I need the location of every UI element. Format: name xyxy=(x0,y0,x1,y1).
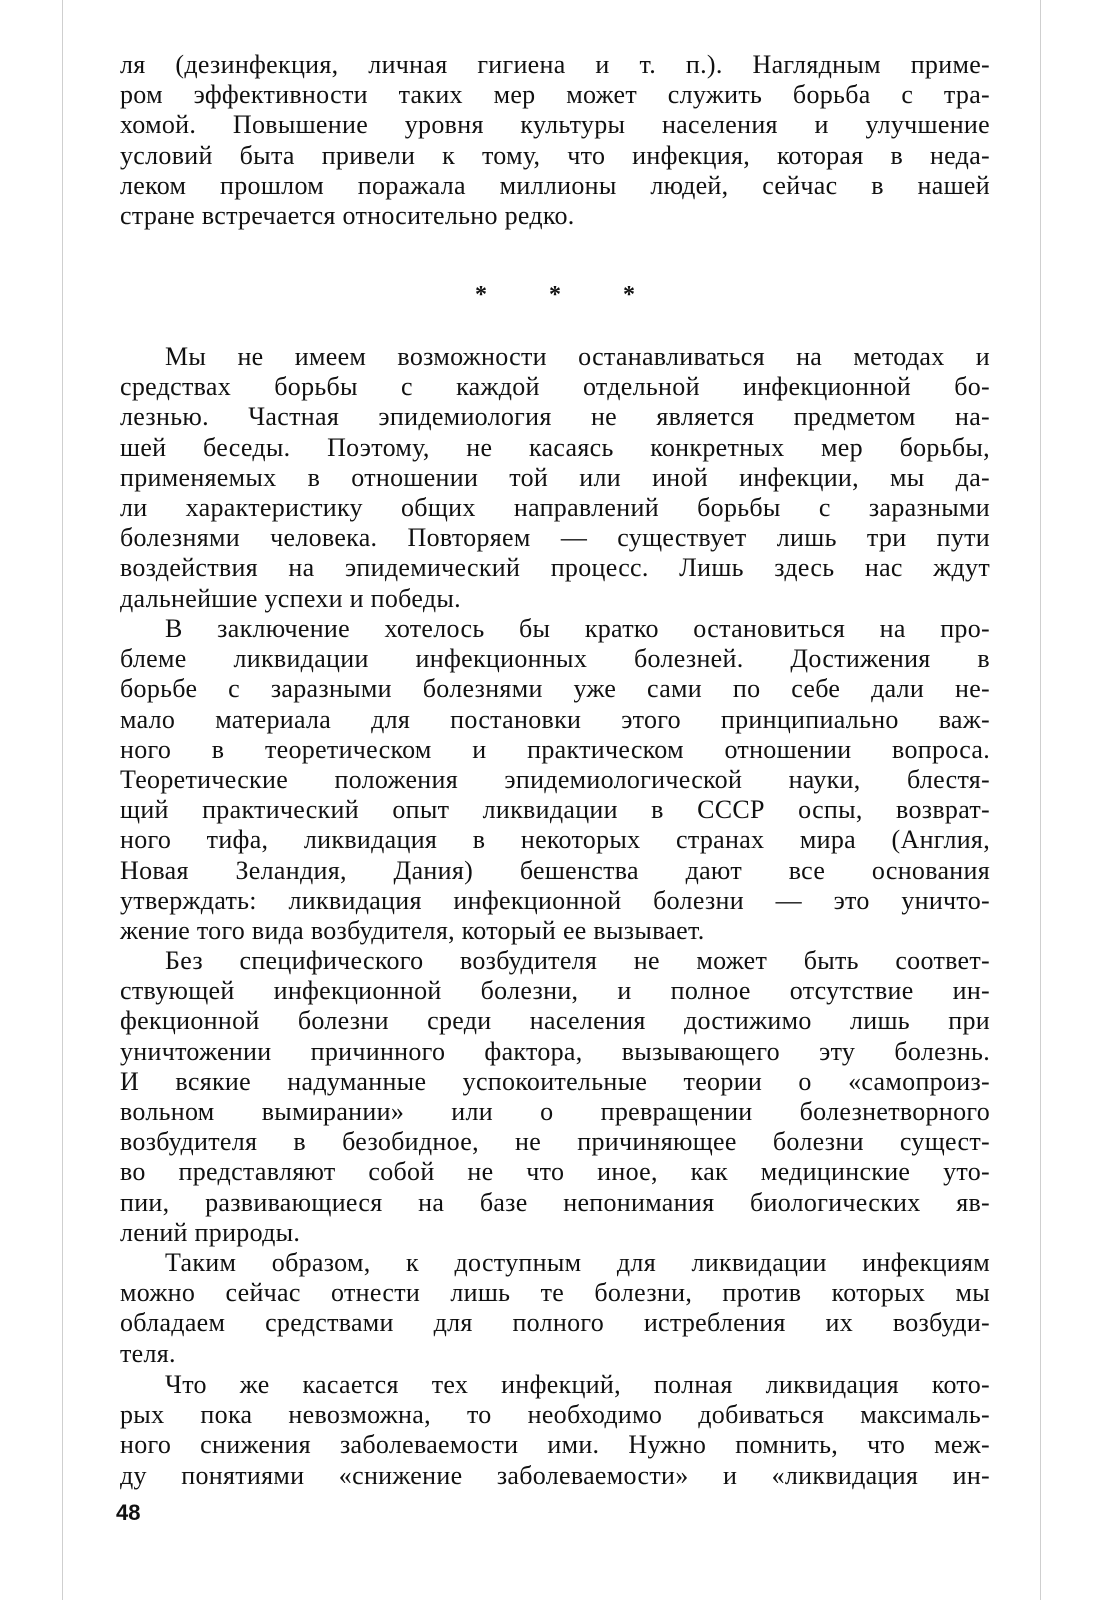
text-line: В заключение хотелось бы кратко остановиться на про- xyxy=(165,614,990,643)
text-line: Таким образом, к доступным для ликвидации инфекциям xyxy=(165,1248,990,1277)
text-line: ствующей инфекционной болезни, и полное отсутствие ин- xyxy=(120,976,990,1006)
text-line: леком прошлом поражала миллионы людей, сейчас в нашей xyxy=(120,170,990,200)
text-line: Теоретические положения эпидемиологической науки, блестя- xyxy=(120,764,990,794)
text-line: средствах борьбы с каждой отдельной инфекционной бо- xyxy=(120,372,990,402)
text-line: дальнейшие успехи и победы. xyxy=(120,583,461,613)
text-line: ля (дезинфекция, личная гигиена и т. п.). Наглядным приме- xyxy=(120,50,990,79)
text-line: ного снижения заболеваемости ими. Нужно помнить, что меж- xyxy=(120,1430,990,1460)
page-edge-left xyxy=(62,0,63,1600)
paragraph xyxy=(120,1370,990,1491)
text-line: во представляют собой не что иное, как медицинские уто- xyxy=(120,1157,990,1187)
text-line: лезнью. Частная эпидемиология не является предметом на- xyxy=(120,402,990,432)
text-line: стране встречается относительно редко. xyxy=(120,200,575,230)
text-line: возбудителя в безобидное, не причиняющее болезни сущест- xyxy=(120,1127,990,1157)
text-line: уничтожении причинного фактора, вызывающего эту болезнь. xyxy=(120,1036,990,1066)
text-line: утверждать: ликвидация инфекционной болезни — это уничто- xyxy=(120,885,990,915)
paragraph xyxy=(120,946,990,1248)
page-number: 48 xyxy=(116,1500,141,1525)
text-line: ного в теоретическом и практическом отношении вопроса. xyxy=(120,734,990,764)
text-line: пии, развивающиеся на базе непонимания биологических яв- xyxy=(120,1187,990,1217)
text-line: ду понятиями «снижение заболеваемости» и «ликвидация ин- xyxy=(120,1460,990,1490)
paragraph xyxy=(120,614,990,946)
text-line: условий быта привели к тому, что инфекция, которая в неда- xyxy=(120,140,990,170)
asterisk: * xyxy=(623,282,635,308)
section-separator xyxy=(475,282,635,309)
text-line: теля. xyxy=(120,1338,176,1368)
text-line: фекционной болезни среди населения достижимо лишь при xyxy=(120,1006,990,1036)
text-line: ром эффективности таких мер может служить борьба с тра- xyxy=(120,80,990,110)
text-line: можно сейчас отнести лишь те болезни, против которых мы xyxy=(120,1278,990,1308)
text-line: мало материала для постановки этого принципиально важ- xyxy=(120,704,990,734)
text-line: болезнями человека. Повторяем — существует лишь три пути xyxy=(120,523,990,553)
asterisk: * xyxy=(549,282,561,308)
text-line: вольном вымирании» или о превращении болезнетворного xyxy=(120,1096,990,1126)
text-line: блеме ликвидации инфекционных болезней. Достижения в xyxy=(120,644,990,674)
text-line: Без специфического возбудителя не может быть соответ- xyxy=(165,946,990,975)
text-line: обладаем средствами для полного истребления их возбуди- xyxy=(120,1308,990,1338)
paragraph xyxy=(120,1248,990,1369)
text-line: ли характеристику общих направлений борьбы с заразными xyxy=(120,492,990,522)
text-line: лений природы. xyxy=(120,1217,301,1247)
text-line: Что же касается тех инфекций, полная ликвидация кото- xyxy=(165,1370,990,1399)
text-line: воздействия на эпидемический процесс. Лишь здесь нас ждут xyxy=(120,553,990,583)
text-line: ного тифа, ликвидация в некоторых странах мира (Англия, xyxy=(120,825,990,855)
paragraph xyxy=(120,342,990,614)
asterisk: * xyxy=(475,282,487,308)
text-line: рых пока невозможна, то необходимо добиваться максималь- xyxy=(120,1400,990,1430)
text-line: Мы не имеем возможности останавливаться на методах и xyxy=(165,342,990,371)
top-paragraph xyxy=(120,50,990,231)
text-line: хомой. Повышение уровня культуры населения и улучшение xyxy=(120,110,990,140)
text-line: Новая Зеландия, Дания) бешенства дают все основания xyxy=(120,855,990,885)
text-line: шей беседы. Поэтому, не касаясь конкретных мер борьбы, xyxy=(120,432,990,462)
text-line: борьбе с заразными болезнями уже сами по себе дали не- xyxy=(120,674,990,704)
text-line: щий практический опыт ликвидации в СССР оспы, возврат- xyxy=(120,795,990,825)
text-line: И всякие надуманные успокоительные теории о «самопроиз- xyxy=(120,1066,990,1096)
text-line: применяемых в отношении той или иной инфекции, мы да- xyxy=(120,462,990,492)
page-edge-right xyxy=(1040,0,1041,1600)
text-line: жение того вида возбудителя, который ее вызывает. xyxy=(120,915,705,945)
